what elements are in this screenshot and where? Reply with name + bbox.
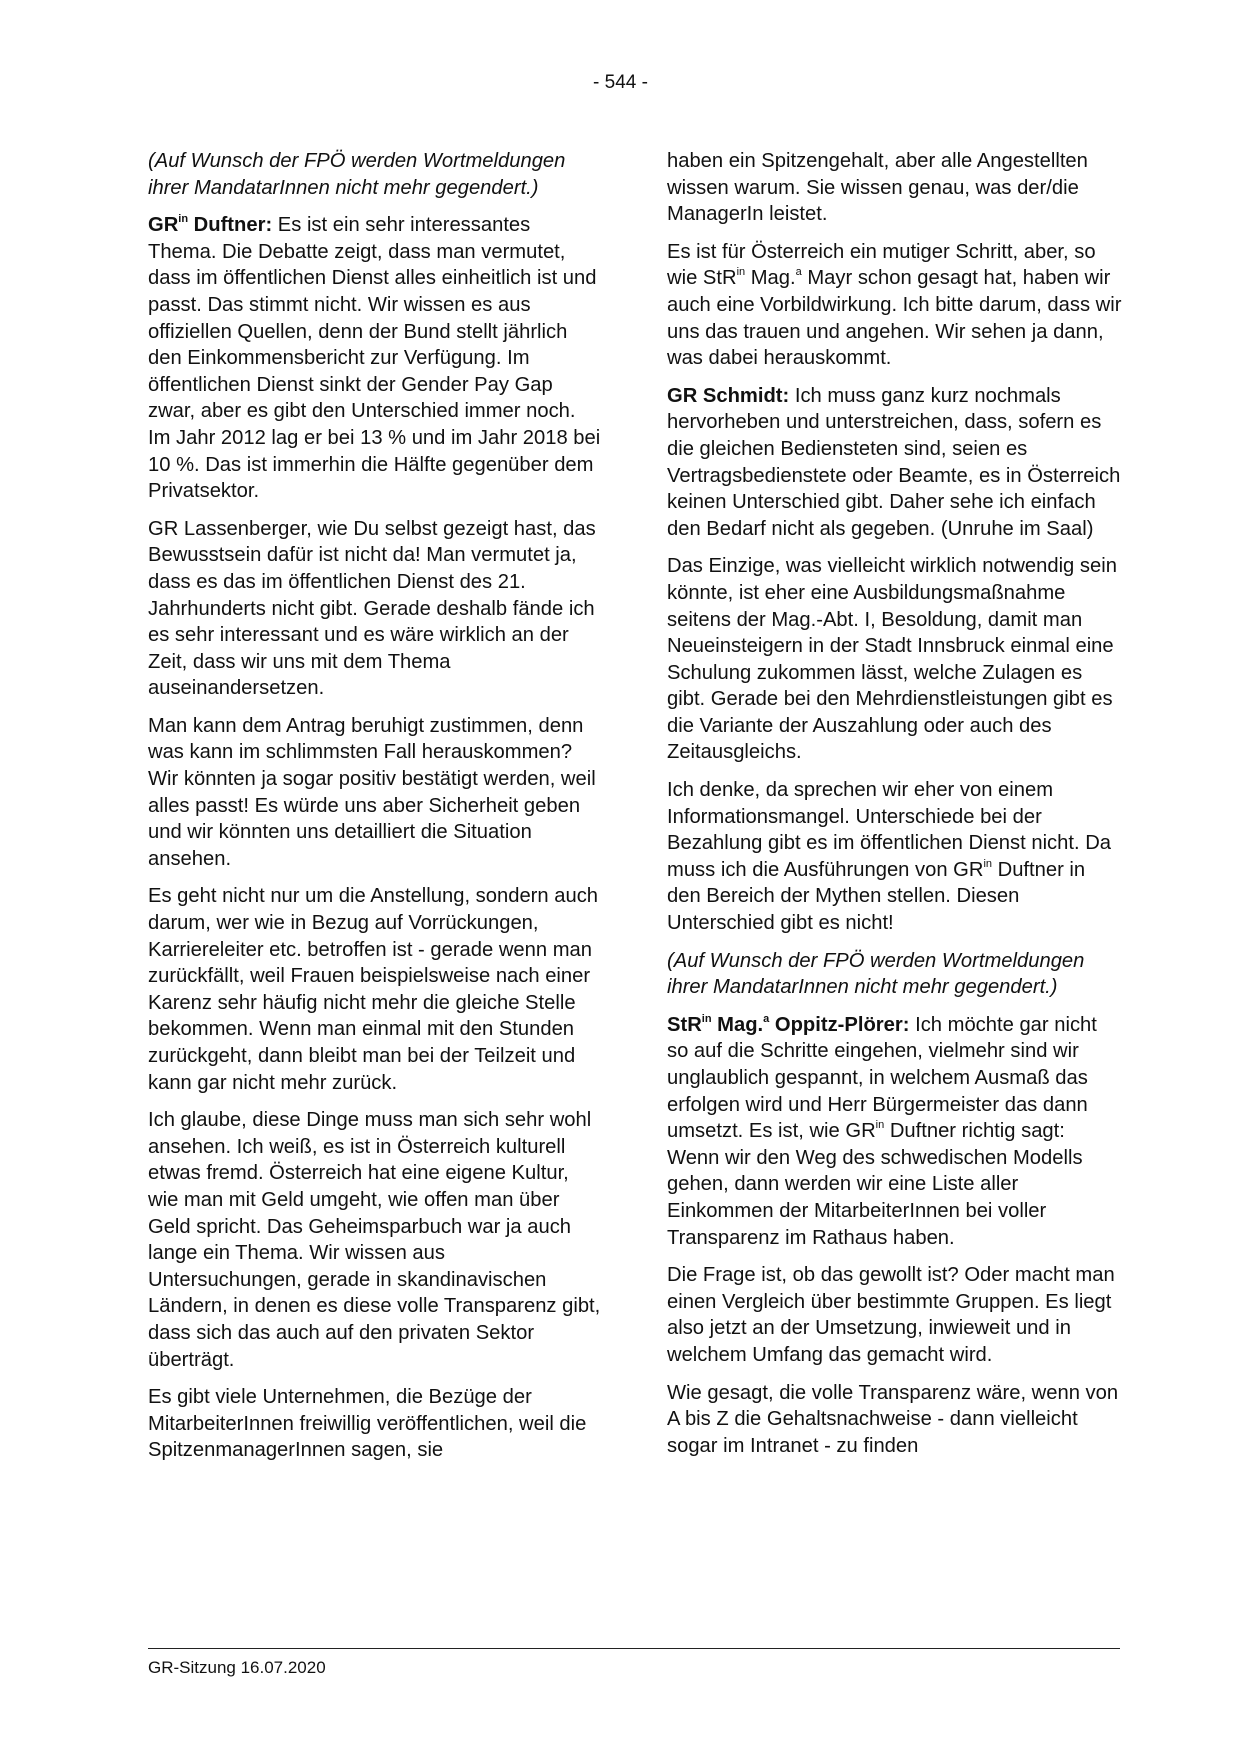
speaker-name: StR$^{in}$ Mag.$^a$ Oppitz-Plörer: bbox=[667, 1012, 910, 1036]
speaker-name: $GR^{in}$ Duftner: bbox=[148, 213, 273, 237]
right-column bbox=[667, 148, 1122, 1470]
paragraph: Die Frage ist, ob das gewollt ist? Oder macht man einen Vergleich über bestimmte Gruppen. Es liegt also jetzt an der Umsetzung, inwieweit und in welchem Umfang das gemacht wird. bbox=[667, 1264, 1115, 1366]
speech-schmidt: GR Schmidt: Ich muss ganz kurz nochmals hervorheben und unterstreichen, dass, sofern es die gleichen Bediensteten sind, seien es Vertragsbedienstete oder Beamte, es in Österreich keinen Unterschied gibt. Daher sehe ich einfach den Bedarf nicht als gegeben. (Unruhe im Saal) bbox=[667, 384, 1121, 540]
page-number: - 544 - bbox=[593, 72, 648, 93]
paragraph: Ich denke, da sprechen wir eher von einem Informationsmangel. Unterschiede bei der Bezahlung gibt es im öffentlichen Dienst nicht. Da muss ich die Ausführungen von $GR^{in}$ Duftner in den Bereich der Mythen stellen. Diesen Unterschied gibt es nicht! bbox=[667, 779, 1112, 935]
speech-duftner: $GR^{in}$ Duftner: Es ist ein sehr interessantes Thema. Die Debatte zeigt, dass man vermutet, dass im öffentlichen Dienst alles einheitlich ist und passt. Das stimmt nicht. Wir wissen es aus offiziellen Quellen, denn der Bund stellt jährlich den Einkommensbericht zur Verfügung. Im öffentlichen Dienst sinkt der Gender Pay Gap zwar, aber es gibt den Unterschied immer noch. Im Jahr 2012 lag er bei 13 % und im Jahr 2018 bei 10 %. Das ist immerhin die Hälfte gegenüber dem Privatsektor. bbox=[148, 213, 601, 503]
paragraph: Es gibt viele Unternehmen, die Bezüge der MitarbeiterInnen freiwillig veröffentlichen, weil die SpitzenmanagerInnen sagen, sie bbox=[148, 1386, 587, 1462]
paragraph: Ich glaube, diese Dinge muss man sich sehr wohl ansehen. Ich weiß, es ist in Österreich kulturell etwas fremd. Österreich hat eine eigene Kultur, wie man mit Geld umgeht, wie offen man über Geld spricht. Das Geheimsparbuch war ja auch lange ein Thema. Wir wissen aus Untersuchungen, gerade in skandinavischen Ländern, in denen es diese volle Transparenz gibt, dass sich das auch auf den privaten Sektor überträgt. bbox=[148, 1109, 601, 1371]
paragraph: GR Lassenberger, wie Du selbst gezeigt hast, das Bewusstsein dafür ist nicht da! Man vermutet ja, dass es das im öffentlichen Dienst des 21. Jahrhunderts nicht gibt. Gerade deshalb fände ich es sehr interessant und es wäre wirklich an der Zeit, dass wir uns mit dem Thema auseinandersetzen. bbox=[148, 517, 596, 700]
speaker-name: GR Schmidt: bbox=[667, 384, 790, 407]
paragraph: Es ist für Österreich ein mutiger Schritt, aber, so wie StR$^{in}$ Mag.$^a$ Mayr schon gesagt hat, haben wir auch eine Vorbildwirkung. Ich bitte darum, dass wir uns das trauen und angehen. Wir sehen ja dann, was dabei herauskommt. bbox=[667, 240, 1122, 370]
footer-session-date: GR-Sitzung 16.07.2020 bbox=[148, 1658, 326, 1677]
footer-divider bbox=[148, 1648, 1120, 1649]
gender-note: (Auf Wunsch der FPÖ werden Wortmeldungen ihrer MandatarInnen nicht mehr gegendert.) bbox=[667, 949, 1085, 999]
paragraph: Es geht nicht nur um die Anstellung, sondern auch darum, wer wie in Bezug auf Vorrückungen, Karriereleiter etc. betroffen ist - gerade wenn man zurückfällt, weil Frauen beispielsweise nach einer Karenz sehr häufig nicht mehr die gleiche Stelle bekommen. Wenn man einmal mit den Stunden zurückgeht, dann bleibt man bei der Teilzeit und kann gar nicht mehr zurück. bbox=[148, 885, 599, 1094]
paragraph: Man kann dem Antrag beruhigt zustimmen, denn was kann im schlimmsten Fall herauskommen? Wir könnten ja sogar positiv bestätigt werden, weil alles passt! Es würde uns aber Sicherheit geben und wir könnten uns detailliert die Situation ansehen. bbox=[148, 714, 596, 870]
paragraph: Das Einzige, was vielleicht wirklich notwendig sein könnte, ist eher eine Ausbildungsmaßnahme seitens der Mag.-Abt. I, Besoldung, damit man Neueinsteigern in der Stadt Innsbruck einmal eine Schulung zukommen lässt, welche Zulagen es gibt. Gerade bei den Mehrdienstleistungen gibt es die Variante der Auszahlung oder auch des Zeitausgleichs. bbox=[667, 555, 1117, 764]
paragraph: haben ein Spitzengehalt, aber alle Angestellten wissen warum. Sie wissen genau, was der/die ManagerIn leistet. bbox=[667, 150, 1088, 226]
gender-note: (Auf Wunsch der FPÖ werden Wortmeldungen ihrer MandatarInnen nicht mehr gegendert.) bbox=[148, 150, 566, 199]
paragraph: Wie gesagt, die volle Transparenz wäre, wenn von A bis Z die Gehaltsnachweise - dann vielleicht sogar im Intranet - zu finden bbox=[667, 1381, 1119, 1457]
left-column bbox=[148, 148, 603, 1475]
speech-oppitz-ploerer: StR$^{in}$ Mag.$^a$ Oppitz-Plörer: Ich möchte gar nicht so auf die Schritte eingehen, vielmehr sind wir unglaublich gespannt, in welchem Ausmaß das erfolgen wird und Herr Bürgermeister das dann umsetzt. Es ist, wie $GR^{in}$ Duftner richtig sagt: Wenn wir den Weg des schwedischen Modells gehen, dann werden wir eine Liste aller Einkommen der MitarbeiterInnen bei voller Transparenz im Rathaus haben. bbox=[667, 1012, 1097, 1249]
